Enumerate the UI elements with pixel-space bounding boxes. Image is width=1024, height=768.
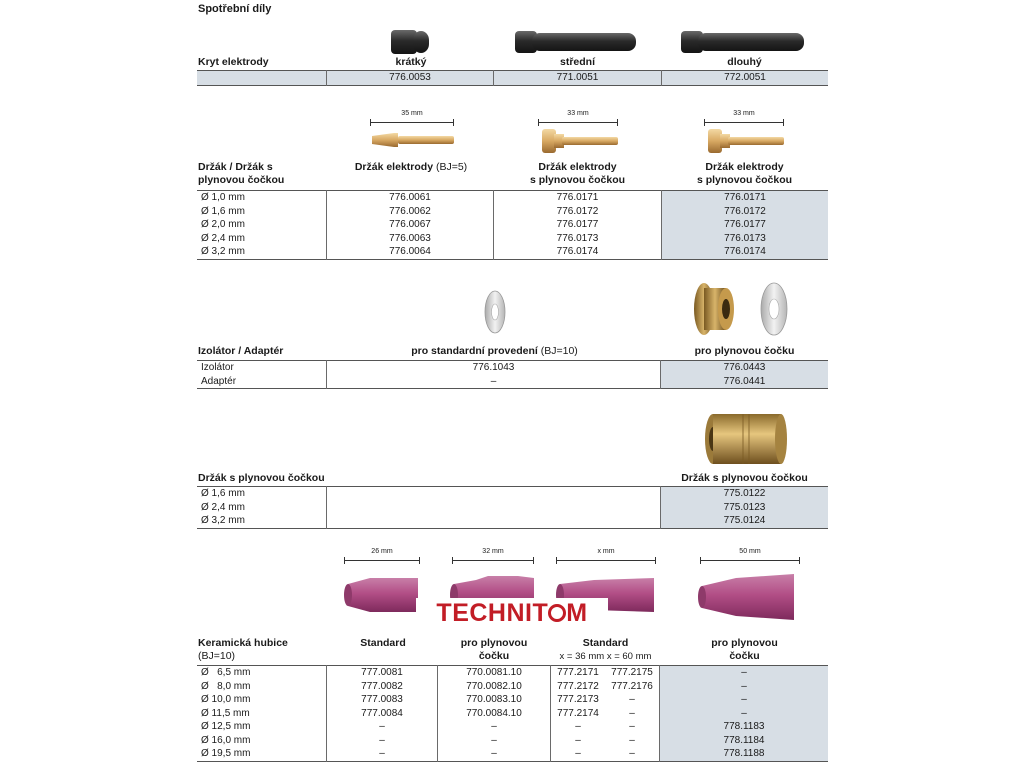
kera-table [197, 665, 828, 762]
kryt-code-short: 776.0053 [327, 71, 494, 86]
kera-dim-4: 50 mm [739, 548, 761, 555]
holder-lens-image-2 [702, 126, 788, 156]
kera-col-4: pro plynovou čočku [711, 637, 778, 662]
lens-label: Držák s plynovou čočkou [198, 472, 325, 484]
collet-image [368, 128, 458, 152]
kryt-label: Kryt elektrody [198, 56, 269, 68]
kryt-col-medium: střední [559, 56, 595, 68]
adapter-image [690, 280, 742, 338]
technitom-logo: TECHNIT M [416, 598, 608, 628]
drzak-col-2: Držák elektrody s plynovou čočkou [529, 161, 626, 186]
izolator-col-1: pro standardní provedení (BJ=10) [411, 345, 578, 357]
short-cap-image [385, 26, 435, 58]
izolator-table [197, 360, 828, 389]
kryt-code-long: 772.0051 [662, 71, 829, 86]
drzak-col-3: Držák elektrody s plynovou čočkou [696, 161, 793, 186]
drzak-table [197, 190, 828, 260]
kryt-table [197, 70, 828, 86]
izolator-label: Izolátor / Adaptér [198, 345, 284, 357]
table-row: Ø 3,2 mm 776.0064 776.0174 776.0174 [197, 245, 828, 259]
table-row: Ø 19,5 mm – – – – 778.1188 [197, 747, 828, 761]
kera-dim-1: 26 mm [371, 548, 393, 555]
kera-col-3: Standard x = 36 mm x = 60 mm [559, 637, 652, 662]
table-row: Ø 2,4 mm 776.0063 776.0173 776.0173 [197, 232, 828, 246]
lens-insulator-image [758, 280, 790, 338]
table-row: Ø 10,0 mm 777.0083 770.0083.10 777.2173 – – [197, 693, 828, 707]
nozzle-lens-image-2 [696, 570, 800, 624]
table-row: Ø 6,5 mm 777.0081 770.0081.10 777.2171 777.2175 – [197, 666, 828, 680]
table-row: Ø 1,0 mm 776.0061 776.0171 776.0171 [197, 191, 828, 205]
drzak-dim-2: 33 mm [567, 110, 589, 117]
table-row: Ø 1,6 mm 776.0062 776.0172 776.0172 [197, 205, 828, 219]
table-row: Ø 2,0 mm 776.0067 776.0177 776.0177 [197, 218, 828, 232]
kera-dim-2: 32 mm [482, 548, 504, 555]
nozzle-standard-image [340, 572, 426, 618]
drzak-dim-3: 33 mm [733, 110, 755, 117]
table-row: Ø 8,0 mm 777.0082 770.0082.10 777.2172 777.2176 – [197, 680, 828, 694]
drzak-col-1: Držák elektrody (BJ=5) [354, 161, 468, 173]
insulator-ring-image [482, 288, 508, 336]
medium-cap-image [512, 28, 642, 56]
table-row: Ø 16,0 mm – – – – 778.1184 [197, 734, 828, 748]
gas-lens-holder-image [703, 410, 789, 468]
kryt-code-medium: 771.0051 [494, 71, 662, 86]
table-row: Ø 2,4 mm 775.0123 [197, 501, 828, 515]
table-row: Ø 3,2 mm 775.0124 [197, 514, 828, 528]
drzak-dim-1: 35 mm [401, 110, 423, 117]
kryt-col-long: dlouhý [727, 56, 762, 68]
holder-lens-image-1 [536, 126, 622, 156]
kera-dim-3: x mm [597, 548, 615, 555]
drzak-label: Držák / Držák s plynovou čočkou [198, 161, 285, 186]
page-title: Spotřební díly [198, 3, 272, 15]
lens-table [197, 486, 828, 529]
kera-label: Keramická hubice (BJ=10) [198, 637, 288, 662]
table-row: Ø 11,5 mm 777.0084 770.0084.10 777.2174 – – [197, 707, 828, 721]
kryt-col-short: krátký [395, 56, 427, 68]
table-row: Izolátor 776.1043 776.0443 [197, 361, 828, 375]
lens-col: Držák s plynovou čočkou [681, 472, 808, 484]
table-row: Adaptér – 776.0441 [197, 375, 828, 389]
izolator-col-2: pro plynovou čočku [694, 345, 795, 357]
table-row: Ø 12,5 mm – – – – 778.1183 [197, 720, 828, 734]
long-cap-image [678, 28, 808, 56]
kera-col-1: Standard [360, 637, 406, 649]
table-row: Ø 1,6 mm 775.0122 [197, 487, 828, 501]
kera-col-2: pro plynovou čočku [460, 637, 528, 662]
